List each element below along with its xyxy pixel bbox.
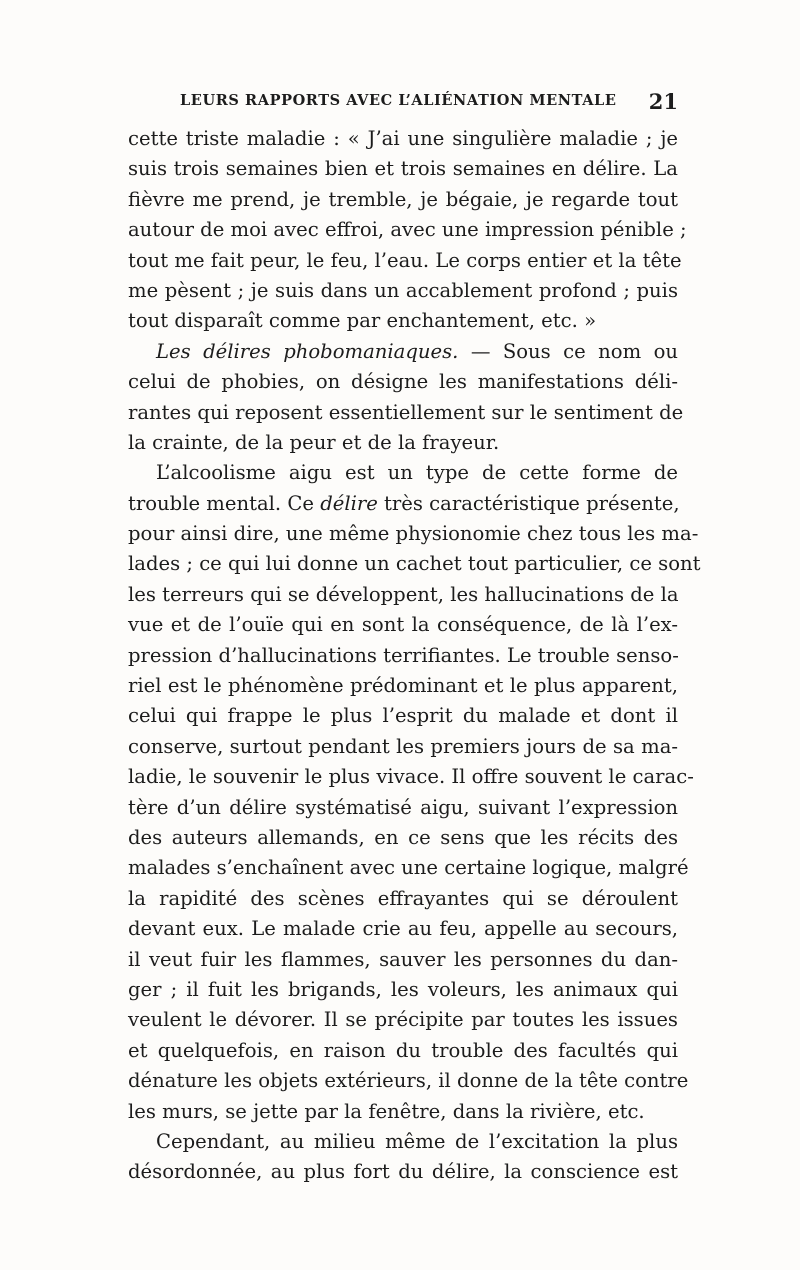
italic-term: délire — [320, 491, 378, 515]
body-text — [128, 124, 701, 1188]
text-segment: — Sous ce nom ou — [458, 339, 679, 363]
section-heading-italic: Les délires phobomaniaques. — [156, 339, 459, 363]
text-line: lades ; ce qui lui donne un cachet tout particulier, ce sont — [128, 552, 701, 576]
text-line: la rapidité des scènes effrayantes qui se déroulent — [128, 886, 678, 910]
text-line: tère d’un délire systématisé aigu, suivant l’expression — [128, 795, 678, 819]
text-line — [128, 337, 678, 367]
text-line: fièvre me prend, je tremble, je bégaie, je regarde tout — [128, 187, 678, 211]
text-line: les terreurs qui se développent, les hallucinations de la — [128, 582, 679, 606]
text-line: vue et de l’ouïe qui en sont la conséquence, de là l’ex- — [128, 613, 678, 637]
text-line: tout disparaît comme par enchantement, etc. » — [128, 309, 597, 333]
text-line: et quelquefois, en raison du trouble des facultés qui — [128, 1038, 678, 1062]
text-line: tout me fait peur, le feu, l’eau. Le corps entier et la tête — [128, 248, 682, 272]
page-number: 21 — [648, 89, 678, 114]
text-line — [128, 489, 678, 519]
text-line: pression d’hallucinations terrifiantes. Le trouble senso- — [128, 643, 679, 667]
text-line: celui qui frappe le plus l’esprit du malade et dont il — [128, 704, 678, 728]
text-line: autour de moi avec effroi, avec une impression pénible ; — [128, 218, 687, 242]
text-line: la crainte, de la peur et de la frayeur. — [128, 430, 500, 454]
text-line: désordonnée, au plus fort du délire, la conscience est — [128, 1160, 678, 1184]
text-line: pour ainsi dire, une même physionomie chez tous les ma- — [128, 522, 699, 546]
text-line: ladie, le souvenir le plus vivace. Il offre souvent le carac- — [128, 765, 694, 789]
text-line: me pèsent ; je suis dans un accablement profond ; puis — [128, 278, 678, 302]
text-line: L’alcoolisme aigu est un type de cette forme de — [156, 461, 678, 485]
text-line: suis trois semaines bien et trois semaines en délire. La — [128, 157, 678, 181]
text-line: il veut fuir les flammes, sauver les personnes du dan- — [128, 947, 678, 971]
text-line: veulent le dévorer. Il se précipite par toutes les issues — [128, 1008, 678, 1032]
text-line: cette triste maladie : « J’ai une singulière maladie ; je — [128, 127, 678, 150]
text-line: ger ; il fuit les brigands, les voleurs, les animaux qui — [128, 977, 678, 1001]
text-line: devant eux. Le malade crie au feu, appelle au secours, — [128, 917, 678, 941]
text-line: conserve, surtout pendant les premiers jours de sa ma- — [128, 734, 678, 758]
text-line: celui de phobies, on désigne les manifestations déli- — [128, 370, 678, 394]
text-line: les murs, se jette par la fenêtre, dans la rivière, etc. — [128, 1099, 645, 1123]
text-line: malades s’enchaînent avec une certaine logique, malgré — [128, 856, 689, 880]
text-line: des auteurs allemands, en ce sens que les récits des — [128, 825, 678, 849]
text-line: rantes qui reposent essentiellement sur le sentiment de — [128, 400, 684, 424]
text-line: dénature les objets extérieurs, il donne de la tête contre — [128, 1069, 689, 1093]
running-header — [128, 89, 678, 116]
text-segment: trouble mental. Ce — [128, 491, 321, 515]
text-line: riel est le phénomène prédominant et le plus apparent, — [128, 674, 678, 698]
running-title: LEURS RAPPORTS AVEC L’ALIÉNATION MENTALE — [180, 92, 617, 109]
text-segment: très caractéristique présente, — [377, 491, 680, 515]
text-line: Cependant, au milieu même de l’excitation la plus — [156, 1129, 678, 1153]
